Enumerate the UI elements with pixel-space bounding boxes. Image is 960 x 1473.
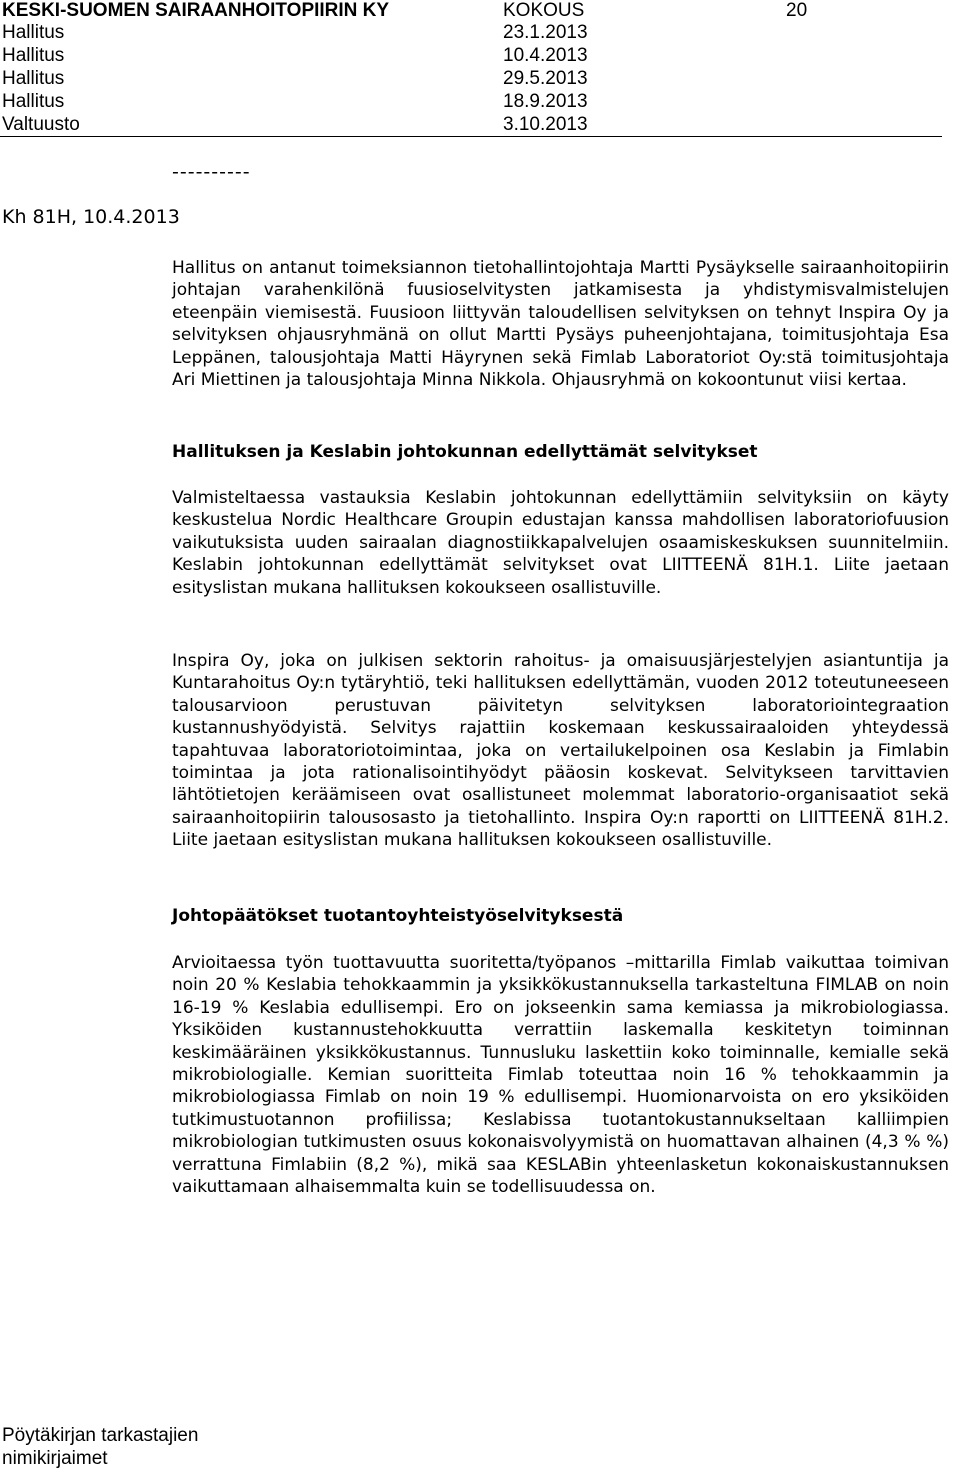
meeting-body: Hallitus <box>2 45 65 66</box>
meeting-date: 3.10.2013 <box>503 114 588 135</box>
meeting-row <box>0 45 960 67</box>
footer-line: Pöytäkirjan tarkastajien <box>2 1425 199 1446</box>
document-type: KOKOUS <box>503 0 585 21</box>
meeting-date: 23.1.2013 <box>503 22 588 43</box>
meeting-row <box>0 91 960 113</box>
section-reference: Kh 81H, 10.4.2013 <box>2 206 180 228</box>
meeting-body: Hallitus <box>2 91 65 112</box>
section-heading-selvitykset: Hallituksen ja Keslabin johtokunnan edellyttämät selvitykset <box>172 442 758 462</box>
section-heading-johtopaatokset: Johtopäätökset tuotantoyhteistyöselvityksestä <box>172 906 624 926</box>
conclusions-paragraph: Arvioitaessa työn tuottavuutta suoritetta/työpanos –mittarilla Fimlab vaikuttaa toimivan noin 20 % Keslabia tehokkaammin ja yksikkökustannuksella tarkasteltuna FIMLAB on noin 16-19 % Keslabia edullisempi. Ero on jokseenkin sama kemiassa ja mikrobiologiassa. Yksiköiden kustannustehokkuutta verrattiin laskemalla keskitetyn toiminnan keskimääräinen yksikkökustannus. Tunnusluku laskettiin koko toiminnalle, kemialle sekä mikrobiologialle. Kemian suoritteita Fimlab toteuttaa noin 16 % tehokkaammin ja mikrobiologiassa Fimlab on noin 19 % edullisempi. Huomionarvoista on ero yksiköiden tutkimustuotannon profiilissa; Keslabissa tuotantokustannukseltaan kalliimpien mikrobiologian tutkimusten osuus kokonaisvolyymistä on huomattavan alhainen (4,3 % %) verrattuna Fimlabiin (8,2 %), mikä saa KESLABin yhteenlasketun kokonaiskustannuksen vaikuttamaan alhaisemmalta kuin se todellisuudessa on. <box>172 953 949 1198</box>
meeting-body: Hallitus <box>2 22 65 43</box>
meeting-row <box>0 114 960 136</box>
meeting-row <box>0 68 960 90</box>
page-footer <box>2 1424 198 1470</box>
organization-name: KESKI-SUOMEN SAIRAANHOITOPIIRIN KY <box>2 0 390 21</box>
meeting-date: 29.5.2013 <box>503 68 588 89</box>
meeting-body: Valtuusto <box>2 114 80 135</box>
footer-line: nimikirjaimet <box>2 1448 108 1469</box>
header-divider <box>0 136 942 137</box>
keslab-paragraph: Valmisteltaessa vastauksia Keslabin johtokunnan edellyttämiin selvityksiin on käyty keskustelua Nordic Healthcare Groupin edustajan kanssa mahdollisen laboratoriofuusion vaikutuksista uuden sairaalan diagnostiikkapalvelujen osaamiskeskuksen suunnitelmiin. Keslabin johtokunnan edellyttämät selvitykset ovat LIITTEENÄ 81H.1. Liite jaetaan esityslistan mukana hallituksen kokoukseen osallistuville. <box>172 488 949 598</box>
separator-dashes: ---------- <box>172 161 251 183</box>
document-header <box>0 0 960 140</box>
intro-paragraph: Hallitus on antanut toimeksiannon tietohallintojohtaja Martti Pysäykselle sairaanhoitopiirin johtajan varahenkilönä fuusioselvitysten jatkamisesta ja yhdistymisvalmistelujen eteenpäin viemisestä. Fuusioon liittyvän taloudellisen selvityksen on tehnyt Inspira Oy ja selvityksen ohjausryhmänä on ollut Martti Pysäys puheenjohtajana, toimitusjohtaja Esa Leppänen, talousjohtaja Matti Häyrynen sekä Fimlab Laboratoriot Oy:stä toimitusjohtaja Ari Miettinen ja talousjohtaja Minna Nikkola. Ohjausryhmä on kokoontunut viisi kertaa. <box>172 258 949 391</box>
meeting-date: 10.4.2013 <box>503 45 588 66</box>
meeting-date: 18.9.2013 <box>503 91 588 112</box>
page-number: 20 <box>786 0 808 21</box>
meeting-body: Hallitus <box>2 68 65 89</box>
inspira-paragraph: Inspira Oy, joka on julkisen sektorin rahoitus- ja omaisuusjärjestelyjen asiantuntija ja Kuntarahoitus Oy:n tytäryhtiö, teki hallituksen edellyttämän, vuoden 2012 toteutuneeseen talousarvioon perustuvan päivitetyn selvityksen laboratoriointegraation kustannushyödyistä. Selvitys rajattiin koskemaan keskussairaaloiden yhteydessä tapahtuvaa laboratoriotoimintaa, joka on vertailukelpoinen osa Keslabin ja Fimlabin toimintaa ja jota rationalisointihyödyt pääosin koskevat. Selvitykseen tarvittavien lähtötietojen keräämiseen ovat osallistuneet molemmat laboratorio-organisaatiot sekä sairaanhoitopiirin talousosasto ja tietohallinto. Inspira Oy:n raportti on LIITTEENÄ 81H.2. Liite jaetaan esityslistan mukana hallituksen kokoukseen osallistuville. <box>172 651 949 851</box>
meeting-row <box>0 22 960 44</box>
